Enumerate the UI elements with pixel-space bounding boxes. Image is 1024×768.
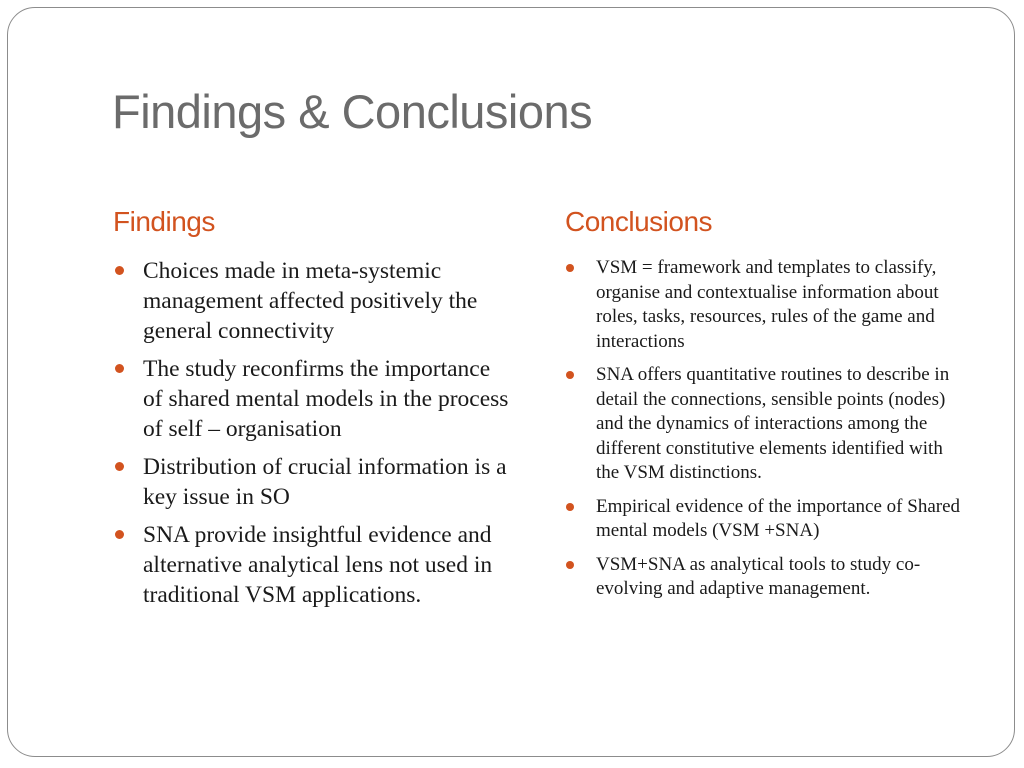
conclusions-item-text: VSM = framework and templates to classify, organise and contextualise information about roles, tasks, resources, rules of the game and interactions [596, 257, 939, 352]
bullet-dot-icon [115, 462, 124, 471]
bullet-dot-icon [115, 266, 124, 275]
findings-item [143, 256, 513, 346]
findings-item-text: The study reconfirms the importance of shared mental models in the process of self – organisation [143, 356, 509, 442]
bullet-dot-icon [566, 264, 574, 272]
findings-item [143, 452, 513, 512]
findings-item [143, 354, 513, 444]
bullet-dot-icon [566, 503, 574, 511]
conclusions-item [596, 363, 968, 486]
findings-item-text: SNA provide insightful evidence and alternative analytical lens not used in traditional VSM applications. [143, 522, 493, 608]
findings-item-text: Distribution of crucial information is a key issue in SO [143, 454, 507, 510]
conclusions-list [596, 256, 968, 611]
conclusions-item-text: VSM+SNA as analytical tools to study co-evolving and adaptive management. [596, 553, 921, 599]
findings-item [143, 520, 513, 610]
bullet-dot-icon [566, 561, 574, 569]
conclusions-item-text: Empirical evidence of the importance of Shared mental models (VSM +SNA) [596, 495, 961, 541]
conclusions-item-text: SNA offers quantitative routines to describe in detail the connections, sensible points (nodes) and the dynamics of interactions among the different constitutive elements identified with the VSM distinctions. [596, 364, 950, 483]
conclusions-item [596, 256, 968, 354]
bullet-dot-icon [115, 364, 124, 373]
findings-list [143, 256, 513, 618]
slide-title: Findings & Conclusions [112, 85, 593, 138]
findings-heading: Findings [113, 206, 215, 237]
findings-item-text: Choices made in meta-systemic management affected positively the general connectivity [143, 258, 478, 344]
conclusions-item [596, 553, 968, 602]
bullet-dot-icon [115, 530, 124, 539]
conclusions-item [596, 495, 968, 544]
bullet-dot-icon [566, 371, 574, 379]
conclusions-heading: Conclusions [565, 206, 713, 237]
